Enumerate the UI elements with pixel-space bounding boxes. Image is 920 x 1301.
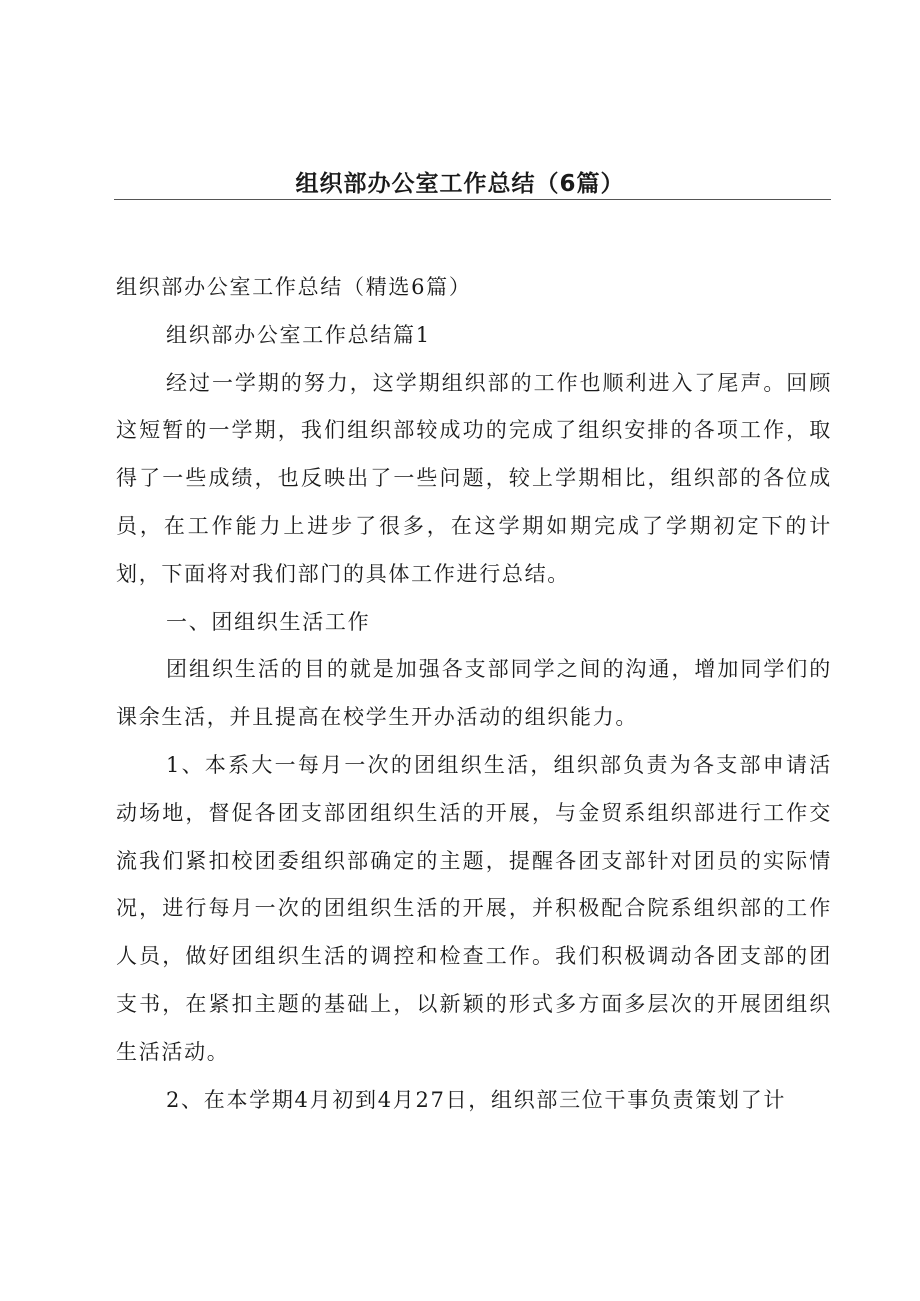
paragraph-intro: 经过一学期的努力，这学期组织部的工作也顺利进入了尾声。回顾这短暂的一学期，我们组织部较成功的完成了组织安排的各项工作，取得了一些成绩，也反映出了一些问题，较上学期相比，组织部的各位成员，在工作能力上进步了很多，在这学期如期完成了学期初定下的计划，下面将对我们部门的具体工作进行总结。	[116, 370, 832, 586]
page-title: 组织部办公室工作总结（6篇）	[295, 171, 625, 197]
section-heading-group-life: 一、团组织生活工作	[166, 609, 371, 634]
section-heading-1: 组织部办公室工作总结篇1	[166, 322, 431, 347]
paragraph-purpose: 团组织生活的目的就是加强各支部同学之间的沟通，增加同学们的课余生活，并且提高在校学生开办活动的组织能力。	[116, 657, 832, 730]
subtitle-paragraph: 组织部办公室工作总结（精选6篇）	[116, 275, 472, 299]
paragraph-item-2: 2、在本学期4月初到4月27日，组织部三位干事负责策划了计	[166, 1087, 787, 1112]
document-body	[116, 264, 832, 1124]
title-underline	[114, 199, 831, 200]
paragraph-item-1: 1、本系大一每月一次的团组织生活，组织部负责为各支部申请活动场地，督促各团支部团组织生活的开展，与金贸系组织部进行工作交流我们紧扣校团委组织部确定的主题，提醒各团支部针对团员的实际情况，进行每月一次的团组织生活的开展，并积极配合院系组织部的工作人员，做好团组织生活的调控和检查工作。我们积极调动各团支部的团支书，在紧扣主题的基础上，以新颖的形式多方面多层次的开展团组织生活活动。	[116, 752, 832, 1064]
